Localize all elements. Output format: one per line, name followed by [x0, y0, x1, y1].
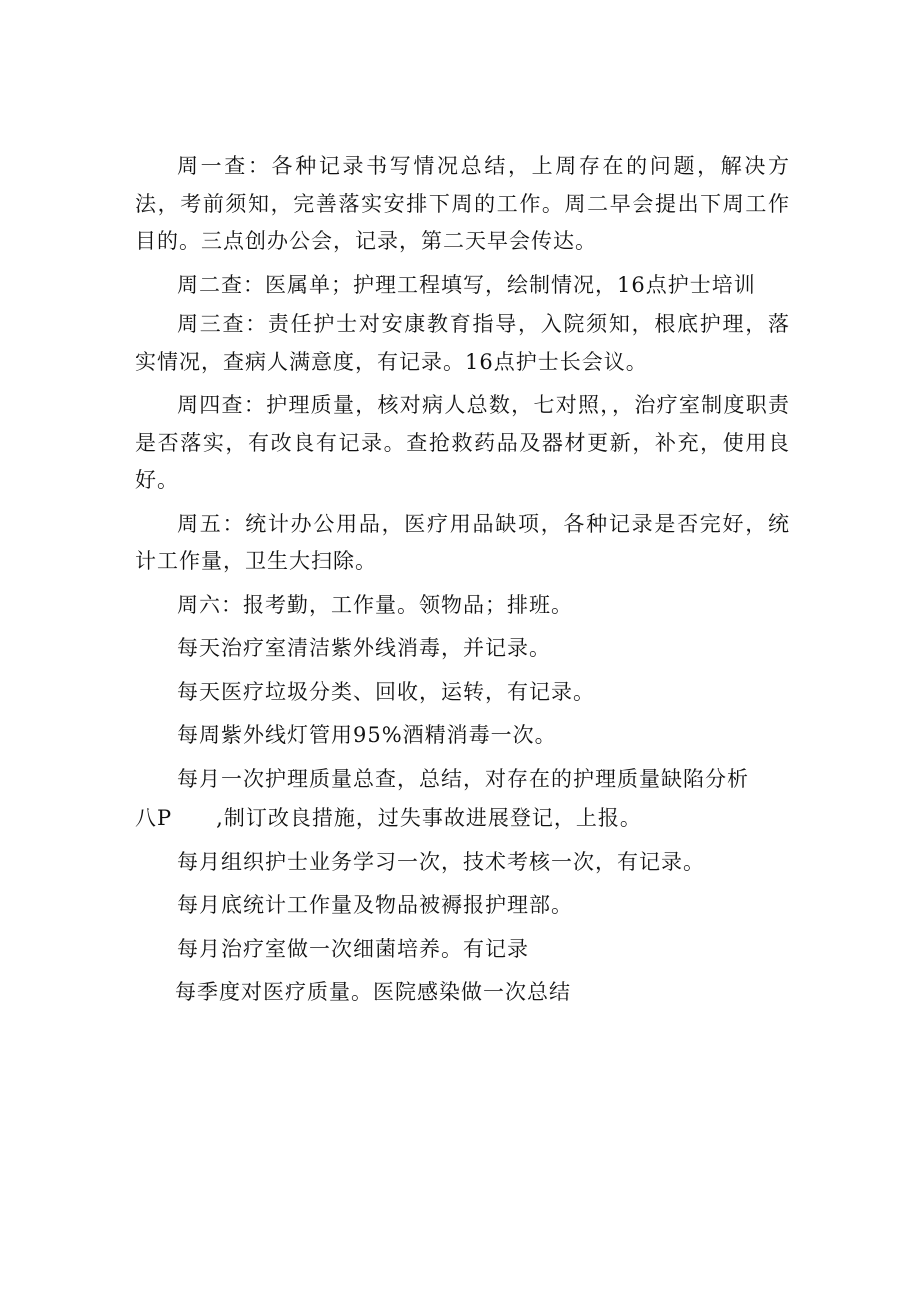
- paragraph-friday: 周五：统计办公用品，医疗用品缺项，各种记录是否完好，统计工作量，卫生大扫除。: [135, 511, 790, 573]
- paragraph-monday: 周一查：各种记录书写情况总结，上周存在的问题，解决方法，考前须知，完善落实安排下周的工作。周二早会提出下周工作目的。三点创办公会，记录，第二天早会传达。: [135, 154, 790, 253]
- paragraph-quarterly-summary: 每季度对医疗质量。医院感染做一次总结: [175, 980, 571, 1004]
- paragraph-weekly-uv-lamp: 每周紫外线灯管用95%酒精消毒一次。: [177, 723, 557, 747]
- paragraph-tuesday: 周二查：医属单；护理工程填写，绘制情况，16点护士培训: [177, 272, 756, 297]
- document-body: [135, 148, 790, 1018]
- paragraph-monthly-quality-continued: [135, 800, 790, 838]
- paragraph-monthly-training: 每月组织护士业务学习一次，技术考核一次，有记录。: [177, 849, 705, 874]
- paragraph-thursday: 周四查：护理质量，核对病人总数，七对照，，治疗室制度职责是否落实，有改良有记录。查抢救药品及器材更新，补充，使用良好。: [135, 393, 790, 492]
- paragraph-monthly-quality: 每月一次护理质量总查，总结，对存在的护理质量缺陷分析: [177, 766, 749, 791]
- paragraph-monthly-statistics: 每月底统计工作量及物品被褥报护理部。: [177, 893, 573, 917]
- paragraph-monthly-culture: 每月治疗室做一次细菌培养。有记录: [177, 936, 529, 961]
- paragraph-saturday: 周六：报考勤，工作量。领物品；排班。: [177, 592, 573, 617]
- broken-line-rest: ,制订改良措施，过失事故进展登记，上报。: [216, 806, 642, 830]
- paragraph-daily-disinfection: 每天治疗室清洁紫外线消毒，并记录。: [177, 636, 551, 660]
- paragraph-daily-waste: 每天医疗垃圾分类、回收，运转，有记录。: [177, 679, 595, 704]
- paragraph-wednesday: 周三查：责任护士对安康教育指导，入院须知，根底护理，落实情况，查病人满意度，有记录。16点护士长会议。: [135, 312, 790, 374]
- broken-line-prefix: 八P: [135, 806, 173, 830]
